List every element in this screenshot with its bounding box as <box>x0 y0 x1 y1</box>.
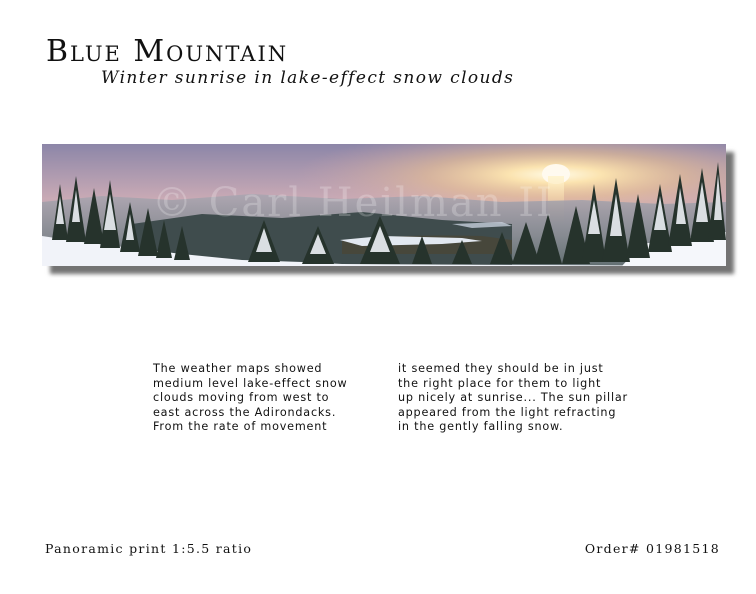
description-line: clouds moving from west to <box>153 391 330 404</box>
photo-watermark: © Carl Heilman II <box>152 180 554 226</box>
page-title: Blue Mountain <box>46 34 289 69</box>
description-line: medium level lake-effect snow <box>153 376 348 390</box>
panorama-image <box>42 144 726 266</box>
order-number: Order# 01981518 <box>584 541 720 556</box>
description-line: The weather maps showed <box>153 362 323 375</box>
page-subtitle: Winter sunrise in lake-effect snow clouds <box>101 68 515 88</box>
description-line: east across the Adirondacks. <box>153 405 337 419</box>
panorama-photo <box>42 144 726 266</box>
description-line: up nicely at sunrise... The sun pillar <box>398 391 628 404</box>
description-line: the right place for them to light <box>398 376 602 390</box>
description-line: appeared from the light refracting <box>398 405 617 419</box>
description-line: it seemed they should be in just <box>398 362 604 375</box>
description-line: in the gently falling snow. <box>398 420 564 433</box>
print-info: Panoramic print 1:5.5 ratio <box>45 541 253 556</box>
description-left-column <box>153 362 368 435</box>
description-right-column <box>398 362 648 435</box>
description-line: From the rate of movement <box>153 420 328 433</box>
